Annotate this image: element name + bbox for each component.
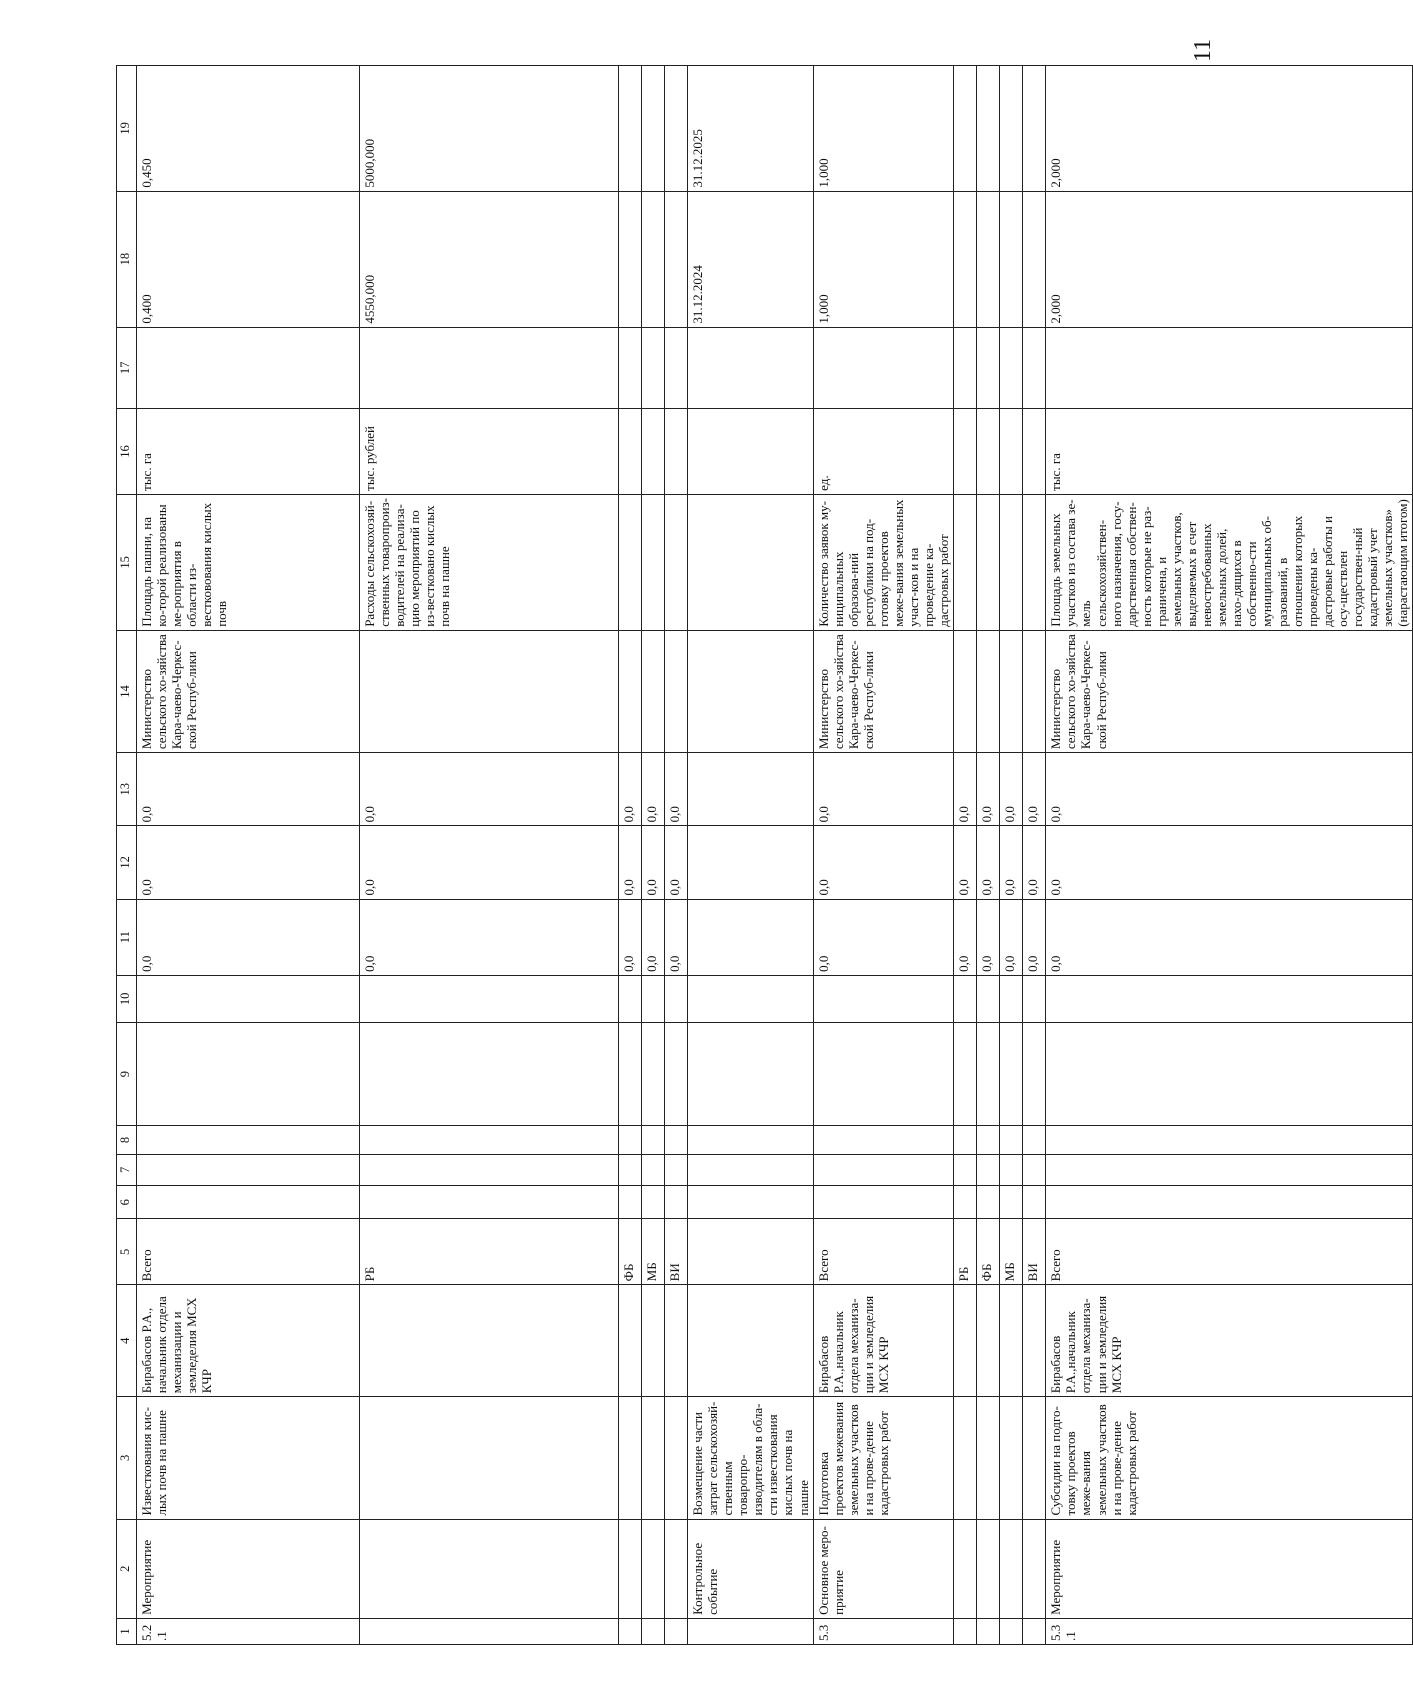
table-cell [619, 1397, 642, 1519]
table-cell: ед. [813, 409, 954, 495]
table-cell [954, 975, 977, 1022]
table-cell: 0,0 [1046, 753, 1413, 826]
table-cell: МБ [1000, 1219, 1023, 1285]
table-cell: 0,0 [1000, 826, 1023, 899]
table-cell [954, 1126, 977, 1154]
table-cell [1000, 975, 1023, 1022]
table-cell: 5.3 [813, 1618, 954, 1644]
table-cell [1000, 66, 1023, 192]
table-cell [360, 630, 619, 752]
column-number: 19 [117, 66, 137, 192]
table-cell [619, 1022, 642, 1126]
table-cell [642, 1285, 665, 1397]
table-cell: МБ [642, 1219, 665, 1285]
table-cell [137, 1126, 360, 1154]
table-cell [1000, 1519, 1023, 1618]
table-cell: Подготовка проектов межевания земельных участков и на прове-дение кадастровых работ [813, 1397, 954, 1519]
table-cell [642, 1618, 665, 1644]
table-cell [137, 975, 360, 1022]
table-cell [360, 1126, 619, 1154]
table-cell [977, 1519, 1000, 1618]
table-cell [688, 1154, 814, 1185]
table-cell: Площадь пашни, на ко-торой реализованы ме-роприятия в области из-вестковования кислых почв [137, 494, 360, 630]
table-cell: 1,000 [813, 66, 954, 192]
table-cell [642, 975, 665, 1022]
table-cell: 1,000 [813, 191, 954, 327]
table-cell: 0,0 [977, 753, 1000, 826]
table-cell [977, 630, 1000, 752]
table-cell [665, 975, 688, 1022]
table-cell [1023, 327, 1046, 409]
column-number: 18 [117, 191, 137, 327]
table-cell [954, 1397, 977, 1519]
table-cell: 0,0 [642, 753, 665, 826]
table-cell [619, 1154, 642, 1185]
table-cell [665, 630, 688, 752]
table-cell [619, 1126, 642, 1154]
table-cell: Всего [1046, 1219, 1413, 1285]
table-cell: Возмещение части затрат сельскохозяй-ственным товаропро-изводителям в обла-сти известкования кислых почв на пашне [688, 1397, 814, 1519]
table-cell: 0,0 [954, 899, 977, 975]
table-row [1023, 66, 1046, 1645]
column-number: 2 [117, 1519, 137, 1618]
column-number: 6 [117, 1185, 137, 1218]
table-row [1000, 66, 1023, 1645]
page-number: 11 [1190, 38, 1216, 62]
column-number: 14 [117, 630, 137, 752]
table-cell [137, 1022, 360, 1126]
table-cell [642, 1022, 665, 1126]
table-cell: 31.12.2025 [688, 66, 814, 192]
table-cell: Министерство сельского хо-зяйства Кара-чаево-Черкес-ской Респуб-лики [813, 630, 954, 752]
table-cell: Мероприятие [137, 1519, 360, 1618]
table-cell [619, 191, 642, 327]
table-cell: 0,0 [813, 899, 954, 975]
table-cell: Бирабасов Р.А., начальник отдела механизации и земледелия МСХ КЧР [137, 1285, 360, 1397]
table-cell [619, 1285, 642, 1397]
table-cell: 0,0 [1023, 899, 1046, 975]
table-cell: 0,0 [619, 826, 642, 899]
table-cell [688, 1285, 814, 1397]
table-cell [813, 1022, 954, 1126]
table-cell: 0,0 [360, 899, 619, 975]
table-cell [1000, 1285, 1023, 1397]
table-cell: тыс. рублей [360, 409, 619, 495]
table-cell [360, 1618, 619, 1644]
table-cell [619, 975, 642, 1022]
table-cell [360, 1154, 619, 1185]
table-cell: 2,000 [1046, 191, 1413, 327]
table-cell: тыс. га [1046, 409, 1413, 495]
table-cell [1023, 494, 1046, 630]
table-cell: 0,0 [619, 753, 642, 826]
table-cell [1023, 1154, 1046, 1185]
table-cell: Количество заявок му-ниципальных образова-ний республики на под-готовку проектов меже-вания земельных участ-ков и на проведение ка-дастровых работ [813, 494, 954, 630]
table-cell: 31.12.2024 [688, 191, 814, 327]
table-cell [665, 1397, 688, 1519]
table-cell [1000, 191, 1023, 327]
table-cell: 0,0 [1023, 753, 1046, 826]
table-cell [954, 191, 977, 327]
table-cell [665, 1126, 688, 1154]
table-cell [360, 1185, 619, 1218]
table-cell [1000, 1618, 1023, 1644]
table-cell [619, 327, 642, 409]
rotated-table-wrapper [116, 65, 1411, 1645]
table-cell [977, 1397, 1000, 1519]
table-cell [619, 409, 642, 495]
table-cell [954, 409, 977, 495]
table-cell [1000, 1022, 1023, 1126]
table-cell [813, 975, 954, 1022]
table-cell [642, 1154, 665, 1185]
table-cell [1023, 66, 1046, 192]
table-cell: 5.3.1 [1046, 1618, 1413, 1644]
table-cell [360, 1397, 619, 1519]
table-row [813, 66, 954, 1645]
table-cell: 0,0 [642, 899, 665, 975]
table-cell [1046, 327, 1413, 409]
table-cell: 2,000 [1046, 66, 1413, 192]
table-cell [954, 1022, 977, 1126]
table-cell: Известкования кис-лых почв на пашне [137, 1397, 360, 1519]
table-cell: 0,0 [642, 826, 665, 899]
measures-table [116, 65, 1413, 1645]
table-cell [1000, 494, 1023, 630]
table-cell: 0,400 [137, 191, 360, 327]
column-number-row [117, 66, 137, 1645]
table-cell [1023, 1185, 1046, 1218]
column-number: 4 [117, 1285, 137, 1397]
table-cell: Основное меро-приятие [813, 1519, 954, 1618]
table-cell: 0,0 [813, 753, 954, 826]
column-number: 10 [117, 975, 137, 1022]
table-cell [1023, 630, 1046, 752]
table-cell [619, 1185, 642, 1218]
table-cell [665, 1285, 688, 1397]
table-cell [954, 1285, 977, 1397]
table-cell: Субсидии на подго-товку проектов меже-вания земельных участков и на прове-дение кадастровых работ [1046, 1397, 1413, 1519]
table-cell: 0,0 [137, 826, 360, 899]
table-cell [688, 1185, 814, 1218]
table-cell [688, 1022, 814, 1126]
table-cell: Всего [813, 1219, 954, 1285]
column-number: 13 [117, 753, 137, 826]
table-cell: 0,0 [1000, 753, 1023, 826]
table-cell [954, 630, 977, 752]
table-row [954, 66, 977, 1645]
column-number: 11 [117, 899, 137, 975]
column-number: 5 [117, 1219, 137, 1285]
table-cell [619, 494, 642, 630]
table-cell [954, 1154, 977, 1185]
table-cell [813, 327, 954, 409]
table-cell [1046, 1154, 1413, 1185]
table-cell [977, 975, 1000, 1022]
table-cell [360, 327, 619, 409]
table-cell [665, 1618, 688, 1644]
table-cell [1046, 975, 1413, 1022]
table-cell [688, 409, 814, 495]
table-cell [688, 327, 814, 409]
table-cell [954, 1618, 977, 1644]
table-row [360, 66, 619, 1645]
table-cell [1023, 1285, 1046, 1397]
table-cell [665, 66, 688, 192]
table-row [137, 66, 360, 1645]
table-cell: 0,0 [954, 826, 977, 899]
table-cell [642, 1126, 665, 1154]
table-cell: 0,0 [1046, 826, 1413, 899]
table-cell [642, 66, 665, 192]
table-cell: Бирабасов Р.А.,начальник отдела механиза-ции и земледелия МСХ КЧР [813, 1285, 954, 1397]
table-cell: 0,0 [665, 753, 688, 826]
table-cell [1046, 1185, 1413, 1218]
column-number: 17 [117, 327, 137, 409]
table-row [977, 66, 1000, 1645]
table-cell: 0,0 [665, 826, 688, 899]
table-cell: 0,0 [137, 753, 360, 826]
table-cell [1000, 630, 1023, 752]
table-cell [665, 494, 688, 630]
table-cell [665, 1022, 688, 1126]
table-cell [665, 191, 688, 327]
table-cell [977, 1285, 1000, 1397]
column-number: 1 [117, 1618, 137, 1644]
table-cell [688, 494, 814, 630]
table-cell [642, 494, 665, 630]
table-cell [619, 66, 642, 192]
table-cell [665, 409, 688, 495]
table-cell [977, 1126, 1000, 1154]
table-cell [1000, 1154, 1023, 1185]
table-cell [619, 630, 642, 752]
table-cell: 0,0 [137, 899, 360, 975]
table-cell: 0,0 [1000, 899, 1023, 975]
table-cell: 0,0 [665, 899, 688, 975]
table-cell [977, 66, 1000, 192]
table-cell [1023, 1519, 1046, 1618]
table-cell [688, 826, 814, 899]
table-cell [137, 1154, 360, 1185]
table-cell [977, 1154, 1000, 1185]
table-cell [1023, 1618, 1046, 1644]
table-cell [954, 66, 977, 192]
table-cell [688, 1618, 814, 1644]
table-cell [360, 1519, 619, 1618]
table-row [642, 66, 665, 1645]
table-cell: ФБ [977, 1219, 1000, 1285]
table-cell [665, 1519, 688, 1618]
table-cell [665, 1185, 688, 1218]
table-cell [1000, 1397, 1023, 1519]
table-cell [137, 327, 360, 409]
table-cell [813, 1126, 954, 1154]
table-cell [977, 1185, 1000, 1218]
table-cell [977, 1618, 1000, 1644]
table-cell [1000, 409, 1023, 495]
table-cell [665, 327, 688, 409]
table-cell: РБ [954, 1219, 977, 1285]
table-cell [954, 494, 977, 630]
table-cell [1023, 975, 1046, 1022]
table-cell [688, 975, 814, 1022]
table-cell [977, 327, 1000, 409]
table-cell [977, 191, 1000, 327]
column-number: 8 [117, 1126, 137, 1154]
table-cell: Расходы сельскохозяй-ственных товаропроиз-водителей на реализа-цию мероприятий по из-вестковано кислых почв на пашне [360, 494, 619, 630]
table-cell [1000, 1126, 1023, 1154]
table-row [619, 66, 642, 1645]
column-number: 7 [117, 1154, 137, 1185]
table-cell: 0,0 [619, 899, 642, 975]
table-cell [619, 1618, 642, 1644]
table-cell: РБ [360, 1219, 619, 1285]
table-cell: Министерство сельского хо-зяйства Кара-чаево-Черкес-ской Респуб-лики [1046, 630, 1413, 752]
table-cell: Контрольное событие [688, 1519, 814, 1618]
column-number: 9 [117, 1022, 137, 1126]
table-cell: 0,0 [360, 753, 619, 826]
table-cell [642, 409, 665, 495]
table-cell [1023, 1397, 1046, 1519]
table-cell [977, 1022, 1000, 1126]
table-cell [688, 753, 814, 826]
table-cell [688, 1219, 814, 1285]
table-cell: 0,0 [977, 826, 1000, 899]
table-cell: Всего [137, 1219, 360, 1285]
table-cell [137, 1185, 360, 1218]
column-number: 3 [117, 1397, 137, 1519]
column-number: 15 [117, 494, 137, 630]
table-cell: Площадь земельных участков из состава зе-мель сельскохозяйствен-ного назначения, госу-дарственная собствен-ность которые не раз-граничена, и земельных участков, выделяемых в счет невостребованных земельных долей, нахо-дящихся в собственно-сти муниципальных об-разований, в отношении которых проведены ка-дастровые работы и осу-ществлен государствен-ный кадастровый учет земельных участков» (нарастающим итогом) [1046, 494, 1413, 630]
table-cell [360, 975, 619, 1022]
table-cell [1023, 1022, 1046, 1126]
table-cell: 4550,000 [360, 191, 619, 327]
table-cell [1046, 1126, 1413, 1154]
table-cell: ФБ [619, 1219, 642, 1285]
table-cell [813, 1185, 954, 1218]
table-cell: ВИ [665, 1219, 688, 1285]
table-cell [360, 1022, 619, 1126]
table-cell [688, 1126, 814, 1154]
table-cell: 0,0 [813, 826, 954, 899]
table-cell [954, 327, 977, 409]
table-row [1046, 66, 1413, 1645]
table-cell [977, 409, 1000, 495]
table-cell [665, 1154, 688, 1185]
table-cell: Мероприятие [1046, 1519, 1413, 1618]
table-cell [619, 1519, 642, 1618]
table-cell [642, 630, 665, 752]
table-cell: ВИ [1023, 1219, 1046, 1285]
column-number: 16 [117, 409, 137, 495]
table-cell [642, 1397, 665, 1519]
table-cell [1023, 1126, 1046, 1154]
table-cell: 0,0 [1046, 899, 1413, 975]
table-cell [642, 1519, 665, 1618]
table-cell [1000, 327, 1023, 409]
table-cell: 0,0 [1023, 826, 1046, 899]
table-cell [1023, 409, 1046, 495]
table-cell: 5.2.1 [137, 1618, 360, 1644]
table-cell [688, 630, 814, 752]
column-number: 12 [117, 826, 137, 899]
table-cell: 5000,000 [360, 66, 619, 192]
table-cell [642, 327, 665, 409]
table-cell [954, 1185, 977, 1218]
table-cell: 0,0 [954, 753, 977, 826]
table-cell [1000, 1185, 1023, 1218]
table-cell: Министерство сельского хо-зяйства Кара-чаево-Черкес-ской Респуб-лики [137, 630, 360, 752]
table-cell: тыс. га [137, 409, 360, 495]
table-cell [977, 494, 1000, 630]
table-cell: 0,0 [360, 826, 619, 899]
table-cell [360, 1285, 619, 1397]
table-row [665, 66, 688, 1645]
table-cell [813, 1154, 954, 1185]
table-cell [688, 899, 814, 975]
table-cell [1046, 1022, 1413, 1126]
table-cell [1023, 191, 1046, 327]
table-row [688, 66, 814, 1645]
table-cell [642, 191, 665, 327]
table-cell [954, 1519, 977, 1618]
table-cell: 0,450 [137, 66, 360, 192]
table-cell [642, 1185, 665, 1218]
table-cell: Бирабасов Р.А.,начальник отдела механиза-ции и земледелия МСХ КЧР [1046, 1285, 1413, 1397]
table-cell: 0,0 [977, 899, 1000, 975]
